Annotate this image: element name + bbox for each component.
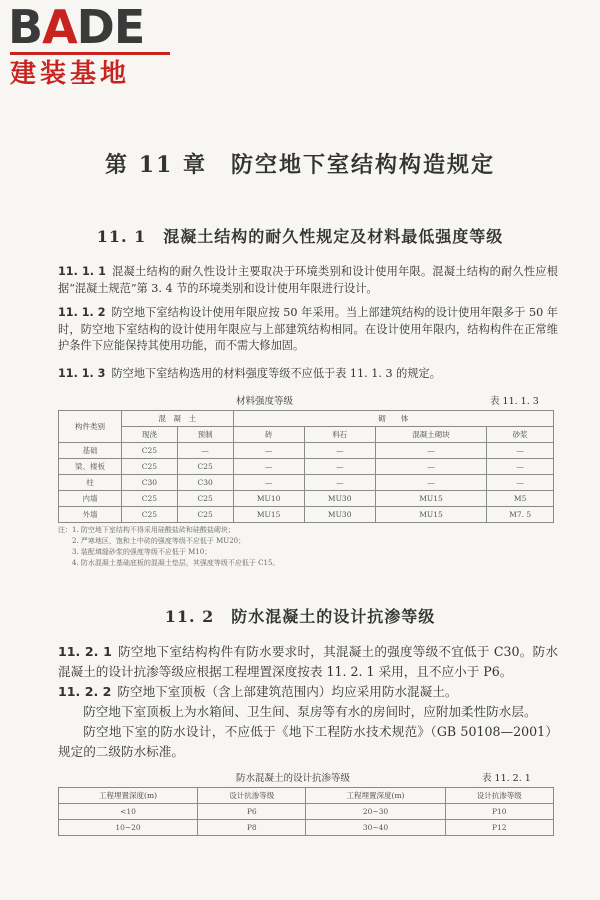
table-row: 柱 C30 C30 — — — — <box>59 475 554 491</box>
table-row: 基础 C25 — — — — — <box>59 443 554 459</box>
paragraph-11-2-2-cont: 防空地下室顶板上为水箱间、卫生间、泵房等有水的房间时，应附加柔性防水层。 <box>83 704 537 719</box>
table2-header: 设计抗渗等级 <box>198 788 306 804</box>
table2-header: 设计抗渗等级 <box>445 788 553 804</box>
section-title-11-2: 11. 2 防水混凝土的设计抗渗等级 <box>164 607 436 626</box>
table1-note: 4. 防水混凝土基础底板的混凝土垫层，其强度等级不应低于 C15。 <box>72 559 280 567</box>
table1-subheader: 预制 <box>177 427 233 443</box>
table-row: 外墙 C25 C25 MU15 MU30 MU15 M7. 5 <box>59 507 554 523</box>
table2-header: 工程埋置深度(m) <box>306 788 445 804</box>
table2-number: 表 11. 2. 1 <box>482 773 531 784</box>
table1-subheader: 现浇 <box>122 427 178 443</box>
paragraph-11-1-3: 11. 1. 3 防空地下室结构选用的材料强度等级不应低于表 11. 1. 3 的规定。 <box>58 367 441 380</box>
paragraph-11-2-2-waterproof: 防空地下室的防水设计，不应低于《地下工程防水技术规范》（GB 50108—2001）规定的二级防水标准。 <box>58 724 558 759</box>
table1-subheader: 砖 <box>233 427 304 443</box>
paragraph-11-2-1: 11. 2. 1 防空地下室结构构件有防水要求时，其混凝土的强度等级不宜低于 C30。防水混凝土的设计抗渗等级应根据工程埋置深度按表 11. 2. 1 采用，且不应小于 P6。 <box>58 644 559 679</box>
table1-header-masonry: 砌 体 <box>233 411 553 427</box>
table2-caption: 防水混凝土的设计抗渗等级 <box>236 773 351 784</box>
paragraph-11-2-2: 11. 2. 2 防空地下室顶板（含上部建筑范围内）均应采用防水混凝土。 <box>58 684 458 699</box>
logo-subtitle: 建装基地 <box>10 59 131 89</box>
table1-note: 注：1. 防空地下室结构不得采用硅酸盐砖和硅酸盐砌块； <box>58 526 235 534</box>
table1-header-concrete: 混 凝 土 <box>122 411 234 427</box>
material-strength-table <box>58 410 554 523</box>
table2-header: 工程埋置深度(m) <box>59 788 198 804</box>
table1-number: 表 11. 1. 3 <box>490 396 539 407</box>
section-title-11-1: 11. 1 混凝土结构的耐久性规定及材料最低强度等级 <box>96 227 504 246</box>
logo-wordmark: BADE <box>8 0 145 54</box>
table-row: 10~20 P8 30~40 P12 <box>59 820 554 836</box>
table1-subheader: 砂浆 <box>487 427 554 443</box>
table1-caption: 材料强度等级 <box>236 396 294 407</box>
table1-subheader: 混凝土砌块 <box>375 427 487 443</box>
table1-notes <box>58 525 279 569</box>
table-row: <10 P6 20~30 P10 <box>59 804 554 820</box>
table-row: 内墙 C25 C25 MU10 MU30 MU15 M5 <box>59 491 554 507</box>
paragraph-11-1-2: 11. 1. 2 防空地下室结构设计使用年限应按 50 年采用。当上部建筑结构的设计使用年限多于 50 年时，防空地下室结构的设计使用年限应与上部建筑结构相同。在设计使用年限内，结构构件在正常维护条件下应能保持其使用功能，而不需大修加固。 <box>58 306 558 352</box>
logo <box>8 0 178 89</box>
table1-note: 2. 严寒地区，饱和土中砖的强度等级不应低于 MU20； <box>72 537 246 545</box>
table-row: 梁、楼板 C25 C25 — — — — <box>59 459 554 475</box>
impermeability-table <box>58 787 554 836</box>
chapter-title: 第 11 章 防空地下室结构构造规定 <box>105 152 495 178</box>
table1-subheader: 料石 <box>304 427 375 443</box>
paragraph-11-1-1: 11. 1. 1 混凝土结构的耐久性设计主要取决于环境类别和设计使用年限。混凝土结构的耐久性应根据“混凝土规范”第 3. 4 节的环境类别和设计使用年限进行设计。 <box>58 265 558 295</box>
table1-header-member: 构件类别 <box>59 411 122 443</box>
table1-note: 3. 装配填缝砂浆的强度等级不应低于 M10； <box>72 548 212 556</box>
